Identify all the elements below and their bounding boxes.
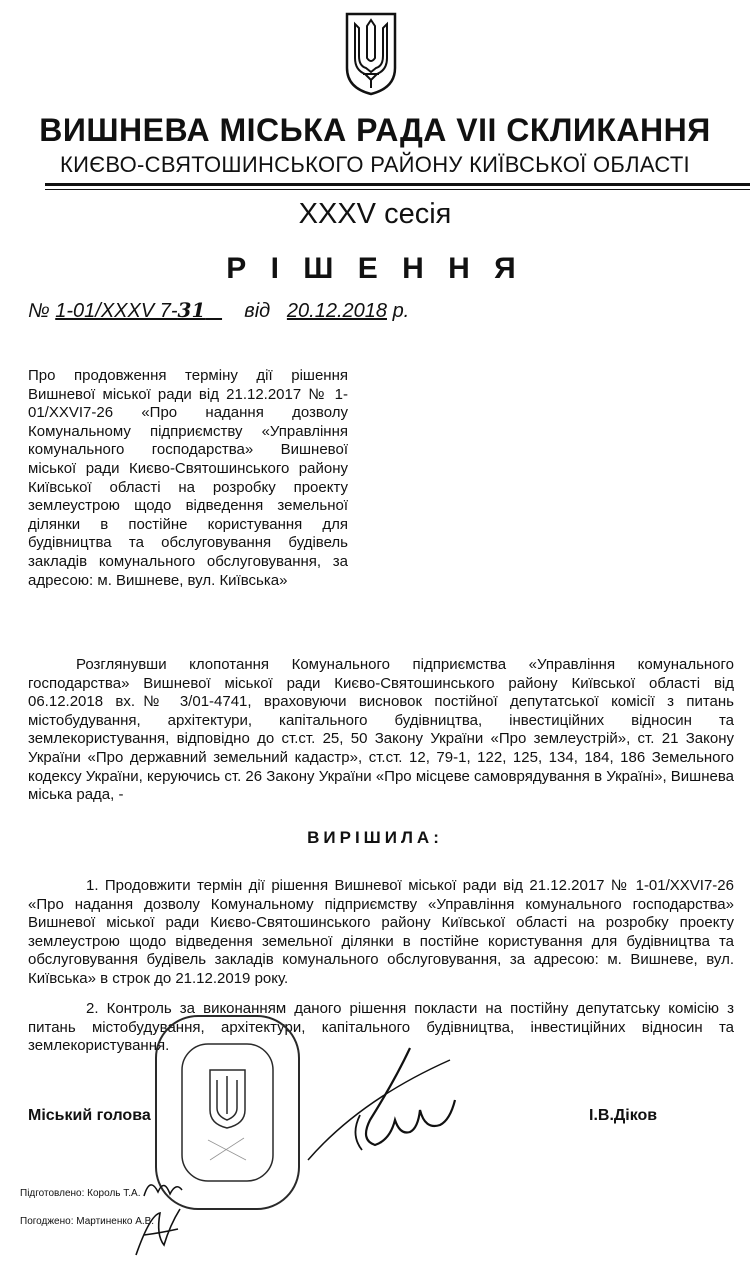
preamble-paragraph: Розглянувши клопотання Комунального підприємства «Управління комунального господарства» Вишневої міської ради Києво-Святошинського району Київської області від 06.12.2018 вх.№ 3/01-4741, враховуючи висновок постійної депутатської комісії з питань містобудування, архітектури, капітального будівництва, інвестиційних відносин та землекористування, відповідно до ст.ст. 25, 50 Закону України «Про землеустрій», ст. 21 Закону України «Про державний земельний кадастр», ст.ст. 12, 79-1, 122, 125, 134, 184, 186 Земельного кодексу України, керуючись ст. 26 Закону України «Про місцеве самоврядування в Україні», Вишнева міська рада, - bbox=[28, 656, 734, 804]
initials-mark-agreed bbox=[130, 1205, 190, 1260]
decision-date: 20.12.2018 bbox=[286, 300, 387, 322]
session-label: XXXV сесія bbox=[298, 198, 452, 230]
date-label: від bbox=[244, 300, 271, 322]
coat-of-arms-icon bbox=[343, 10, 399, 96]
initials-mark-prepared bbox=[140, 1172, 185, 1202]
decision-number-line bbox=[28, 298, 409, 323]
year-suffix: р. bbox=[392, 300, 410, 322]
decision-subject: Про продовження терміну дії рішення Вишневої міської ради від 21.12.2017 № 1-01/XXVI7-26 «Про надання дозволу Комунальному підприємству «Управління комунального господарства» Вишневої міської ради Києво-Святошинського району Київської області на розробку проекту землеустрою щодо відведення земельної ділянки в постійне користування для будівництва та обслуговування будівель закладів комунального обслуговування, за адресою: м. Вишневе, вул. Київська» bbox=[28, 367, 348, 589]
header-divider bbox=[45, 183, 750, 186]
decision-number: 1-01/XXXV 7-31 bbox=[55, 298, 206, 322]
document-type: Р І Ш Е Н Н Я bbox=[226, 252, 524, 285]
prepared-by-note: Підготовлено: Король Т.А. bbox=[20, 1188, 141, 1199]
agreed-by-note: Погоджено: Мартиненко А.В. bbox=[20, 1216, 155, 1227]
council-title: ВИШНЕВА МІСЬКА РАДА VII СКЛИКАННЯ bbox=[39, 112, 711, 148]
decision-item-1: 1. Продовжити термін дії рішення Вишневої міської ради від 21.12.2017 № 1-01/XXVI7-26 «Про надання дозволу Комунальному підприємству «Управління комунального господарства» Вишневої міської ради Києво-Святошинського району Київської області на розробку проекту землеустрою щодо відведення земельної ділянки в постійне користування для будівництва та обслуговування будівель закладів комунального обслуговування, за адресою: м. Вишневе, вул. Київська» в строк до 21.12.2019 року. bbox=[28, 877, 734, 987]
decision-number-handwritten: 31 bbox=[177, 298, 206, 322]
decision-item-2: 2. Контроль за виконанням даного рішення покласти на постійну депутатську комісію з питань містобудування, архітектури, капітального будівництва, інвестиційних відносин та землекористування. bbox=[28, 1000, 734, 1055]
signature-mark bbox=[300, 1040, 460, 1170]
council-subtitle: КИЄВО-СВЯТОШИНСЬКОГО РАЙОНУ КИЇВСЬКОЇ ОБЛАСТІ bbox=[60, 152, 690, 177]
resolved-heading: ВИРІШИЛА: bbox=[307, 828, 443, 847]
header-divider-thin bbox=[45, 189, 750, 190]
signature-title: Міський голова bbox=[28, 1107, 151, 1124]
number-sign: № bbox=[28, 300, 50, 322]
signatory-name: І.В.Діков bbox=[589, 1107, 658, 1124]
